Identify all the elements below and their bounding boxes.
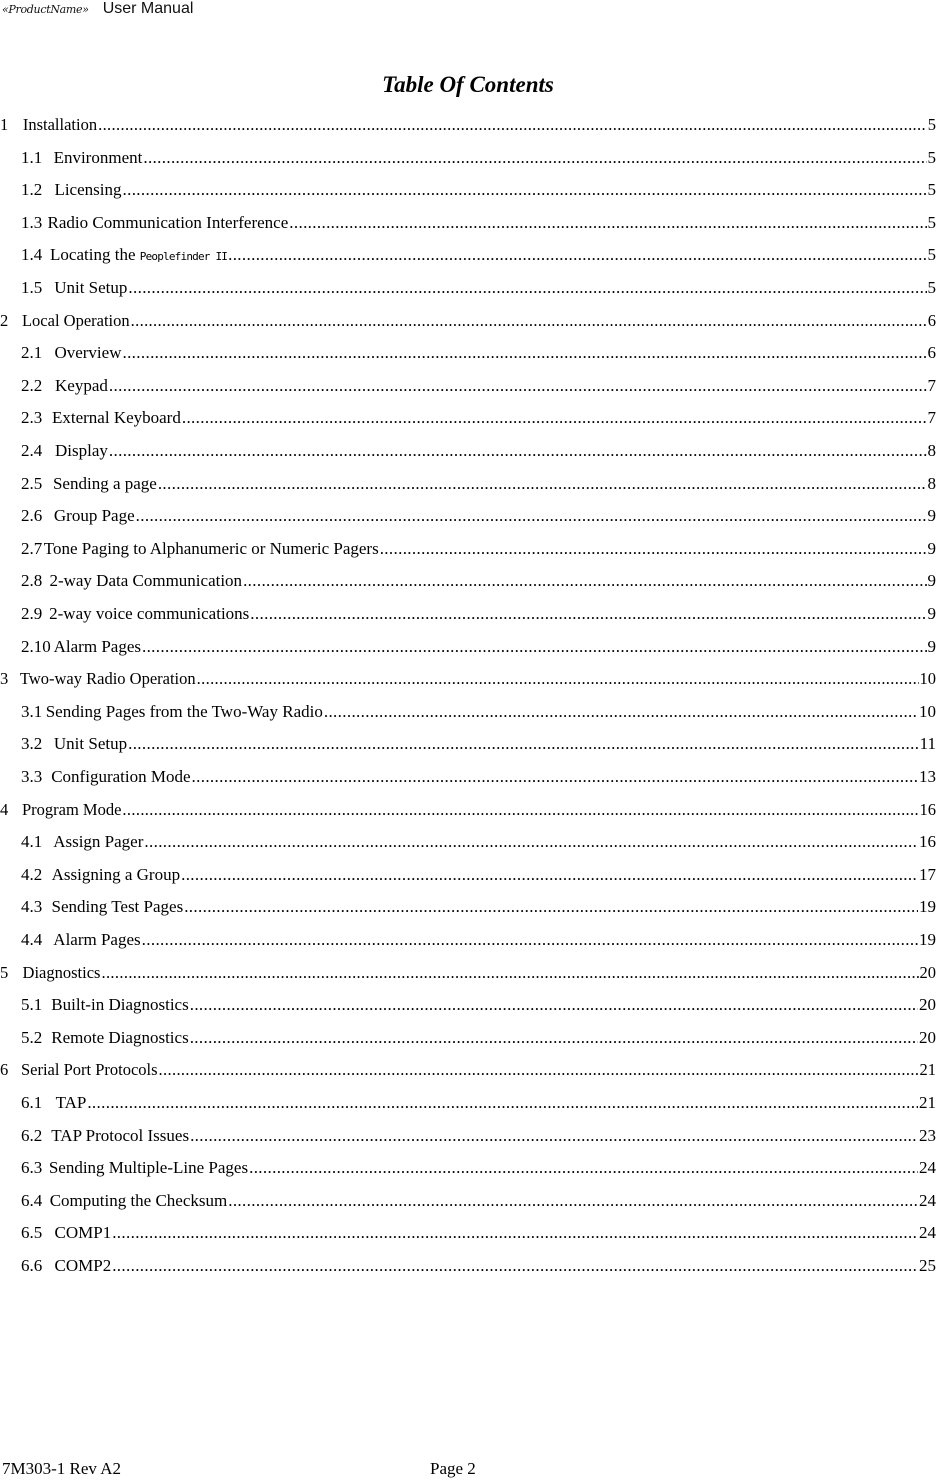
toc-leader-dots <box>181 862 918 888</box>
toc-leader-dots <box>122 797 918 823</box>
toc-entry-page: 11 <box>919 734 936 754</box>
product-name-field: «ProductName» <box>2 3 89 16</box>
toc-subsection-entry[interactable] <box>21 340 936 366</box>
toc-leader-dots <box>112 1220 918 1246</box>
toc-entry-number: 2.6 <box>21 506 43 526</box>
toc-leader-dots <box>87 1090 918 1116</box>
toc-entry-page: 16 <box>919 799 936 819</box>
toc-entry-number: 2.7 <box>21 538 43 558</box>
toc-entry-number: 2.1 <box>21 343 43 363</box>
toc-entry-number: 2.10 <box>21 636 51 656</box>
toc-entry-page: 6 <box>927 343 936 363</box>
document-id: 7M303-1 Rev A2 <box>2 1459 121 1478</box>
toc-entry-page: 6 <box>927 310 936 330</box>
toc-leader-dots <box>190 1025 918 1051</box>
toc-entry-number: 1.3 <box>21 212 43 232</box>
toc-entry-title: Assign Pager <box>53 832 144 852</box>
toc-entry-title: COMP1 <box>54 1223 112 1243</box>
toc-leader-dots <box>228 1188 918 1214</box>
toc-subsection-entry[interactable] <box>21 503 936 529</box>
toc-subsection-entry[interactable] <box>21 699 936 725</box>
toc-entry-page: 5 <box>927 180 936 200</box>
page-header <box>2 0 193 20</box>
toc-leader-dots <box>112 1253 918 1279</box>
toc-section-entry[interactable] <box>0 308 936 334</box>
toc-subsection-entry[interactable] <box>21 634 936 660</box>
toc-leader-dots <box>143 145 926 171</box>
toc-leader-dots <box>197 666 919 692</box>
toc-entry-page: 10 <box>919 669 936 689</box>
toc-entry-page: 5 <box>927 245 936 265</box>
toc-entry-number: 4.3 <box>21 897 43 917</box>
toc-entry-page: 21 <box>919 1093 936 1112</box>
toc-entry-page: 23 <box>919 1125 936 1145</box>
toc-entry-title: COMP2 <box>54 1256 112 1275</box>
toc-entry-number: 1.1 <box>21 147 43 167</box>
toc-entry-title: Sending Multiple-Line Pages <box>48 1158 249 1178</box>
toc-leader-dots <box>243 568 926 594</box>
toc-entry-page: 7 <box>927 375 936 395</box>
toc-entry-number: 3 <box>0 669 9 689</box>
toc-leader-dots <box>109 373 927 399</box>
toc-entry-number: 6.5 <box>21 1223 43 1243</box>
toc-leader-dots <box>249 1155 918 1181</box>
toc-entry-number: 4 <box>0 799 9 819</box>
toc-subsection-entry[interactable] <box>21 210 936 236</box>
toc-leader-dots <box>250 601 926 627</box>
toc-entry-title: Radio Communication Interference <box>47 212 289 232</box>
toc-entry-number: 6.3 <box>21 1158 43 1178</box>
toc-leader-dots <box>228 242 926 268</box>
toc-entry-page: 20 <box>919 1027 936 1047</box>
manual-title: User Manual <box>102 0 194 17</box>
toc-entry-number: 2.8 <box>21 571 43 591</box>
toc-entry-number: 2.3 <box>21 408 43 428</box>
toc-leader-dots <box>144 829 918 855</box>
toc-leader-dots <box>136 503 927 529</box>
toc-entry-title: Tone Paging to Alphanumeric or Numeric Pagers <box>43 538 379 558</box>
toc-entry-page: 5 <box>927 147 936 167</box>
toc-entry-title: Two-way Radio Operation <box>19 669 196 689</box>
toc-entry-title: Diagnostics <box>22 962 101 982</box>
toc-entry-title: Configuration Mode <box>51 767 191 786</box>
toc-entry-number: 6.4 <box>21 1190 43 1210</box>
toc-leader-dots <box>122 340 926 366</box>
toc-entry-number: 1.4 <box>21 245 43 265</box>
toc-entry-title: Program Mode <box>21 799 122 819</box>
toc-entry-title: Environment <box>53 147 143 167</box>
toc-entry-page: 5 <box>927 212 936 232</box>
toc-section-entry[interactable] <box>0 666 936 692</box>
toc-entry-title: Licensing <box>54 180 122 200</box>
toc-subsection-entry[interactable] <box>21 862 936 888</box>
toc-entry-number: 1.5 <box>21 278 43 297</box>
toc-subsection-entry[interactable] <box>21 992 936 1018</box>
toc-entry-page: 5 <box>927 278 936 297</box>
toc-leader-dots <box>142 927 918 953</box>
toc-subsection-entry[interactable] <box>21 1123 936 1149</box>
toc-entry-number: 3.1 <box>21 701 43 721</box>
toc-entry-product-name: Peoplefinder II <box>139 250 228 264</box>
toc-entry-number: 4.1 <box>21 832 43 852</box>
toc-subsection-entry[interactable] <box>21 829 936 855</box>
toc-leader-dots <box>142 634 927 660</box>
toc-entry-page: 20 <box>919 995 936 1015</box>
toc-subsection-entry[interactable] <box>21 764 936 790</box>
toc-subsection-entry[interactable] <box>21 1253 936 1279</box>
toc-entry-page: 17 <box>919 864 936 884</box>
toc-entry-number: 3.3 <box>21 767 43 786</box>
toc-subsection-entry[interactable] <box>21 242 936 268</box>
toc-section-entry[interactable] <box>0 1057 936 1083</box>
toc-entry-title: Sending Pages from the Two-Way Radio <box>45 701 323 721</box>
toc-entry-number: 2.5 <box>21 473 43 493</box>
toc-entry-number: 6.1 <box>21 1093 43 1112</box>
toc-section-entry[interactable] <box>0 797 936 823</box>
toc-leader-dots <box>98 112 927 138</box>
toc-leader-dots <box>184 894 918 920</box>
toc-entry-title: Alarm Pages <box>53 930 141 949</box>
toc-leader-dots <box>190 992 918 1018</box>
toc-subsection-entry[interactable] <box>21 177 936 203</box>
toc-entry-page: 9 <box>927 506 936 526</box>
toc-subsection-entry[interactable] <box>21 405 936 431</box>
toc-entry-page: 9 <box>927 636 936 656</box>
toc-entry-title: Display <box>55 441 108 460</box>
toc-entry-title: 2-way voice communications <box>49 604 250 623</box>
toc-subsection-entry[interactable] <box>21 471 936 497</box>
toc-entry-page: 19 <box>919 897 936 917</box>
toc-subsection-entry[interactable] <box>21 1188 936 1214</box>
toc-entry-page: 10 <box>919 701 936 721</box>
toc-leader-dots <box>101 960 918 986</box>
toc-leader-dots <box>128 275 926 301</box>
toc-entry-number: 6.6 <box>21 1256 43 1275</box>
toc-entry-number: 3.2 <box>21 734 43 754</box>
toc-entry-title: Overview <box>54 343 122 363</box>
toc-subsection-entry[interactable] <box>21 536 936 562</box>
toc-entry-title: Unit Setup <box>54 278 128 297</box>
toc-entry-page: 8 <box>927 473 936 493</box>
toc-entry-page: 16 <box>919 832 936 852</box>
toc-entry-title: Assigning a Group <box>51 864 181 884</box>
toc-entry-number: 5 <box>0 962 9 982</box>
toc-entry-number: 4.2 <box>21 864 43 884</box>
toc-leader-dots <box>380 536 927 562</box>
toc-leader-dots <box>109 438 927 464</box>
toc-subsection-entry[interactable] <box>21 438 936 464</box>
page-number: Page 2 <box>430 1459 476 1478</box>
toc-entry-title: Unit Setup <box>53 734 128 754</box>
toc-leader-dots <box>190 1123 918 1149</box>
toc-entry-number: 2.4 <box>21 441 43 460</box>
toc-leader-dots <box>128 731 919 757</box>
toc-entry-page: 9 <box>927 571 936 591</box>
toc-leader-dots <box>158 471 927 497</box>
toc-entry-title: TAP <box>55 1093 87 1112</box>
toc-entry-number: 5.1 <box>21 995 43 1015</box>
toc-entry-page: 9 <box>927 538 936 558</box>
toc-leader-dots <box>131 308 927 334</box>
toc-title: Table Of Contents <box>382 72 554 97</box>
toc-subsection-entry[interactable] <box>21 1220 936 1246</box>
toc-subsection-entry[interactable] <box>21 1090 936 1116</box>
toc-entry-page: 13 <box>919 767 936 786</box>
toc-subsection-entry[interactable] <box>21 1025 936 1051</box>
toc-entry-page: 21 <box>919 1060 936 1080</box>
toc-entry-page: 5 <box>927 115 936 134</box>
toc-entry-title: Alarm Pages <box>53 636 141 656</box>
toc-entry-title: Installation <box>22 115 98 134</box>
toc-entry-title: Group Page <box>53 506 135 526</box>
toc-section-entry[interactable] <box>0 112 936 138</box>
toc-entry-title: TAP Protocol Issues <box>51 1125 190 1145</box>
toc-entry-title: Locating the <box>50 245 136 265</box>
toc-entry-title: Sending Test Pages <box>51 897 184 917</box>
toc-entry-page: 24 <box>919 1223 936 1243</box>
toc-entry-number: 2.9 <box>21 604 43 623</box>
toc-subsection-entry[interactable] <box>21 373 936 399</box>
toc-section-entry[interactable] <box>0 960 936 986</box>
toc-entry-number: 1.2 <box>21 180 43 200</box>
toc-subsection-entry[interactable] <box>21 145 936 171</box>
toc-entry-number: 1 <box>0 115 9 134</box>
toc-entry-page: 25 <box>919 1256 936 1275</box>
toc-subsection-entry[interactable] <box>21 601 936 627</box>
toc-entry-title: 2-way Data Communication <box>49 571 243 591</box>
toc-subsection-entry[interactable] <box>21 927 936 953</box>
toc-subsection-entry[interactable] <box>21 275 936 301</box>
toc-entry-title: Remote Diagnostics <box>51 1027 189 1047</box>
toc-entry-title: Sending a page <box>52 473 157 493</box>
toc-entry-title: Computing the Checksum <box>49 1190 228 1210</box>
toc-entry-number: 2 <box>0 310 9 330</box>
toc-subsection-entry[interactable] <box>21 568 936 594</box>
toc-entry-page: 8 <box>927 441 936 460</box>
toc-subsection-entry[interactable] <box>21 731 936 757</box>
toc-entry-page: 9 <box>927 604 936 623</box>
toc-leader-dots <box>182 405 927 431</box>
toc-leader-dots <box>123 177 927 203</box>
toc-leader-dots <box>324 699 918 725</box>
toc-entry-number: 5.2 <box>21 1027 43 1047</box>
toc-entry-title: Keypad <box>55 375 108 395</box>
toc-leader-dots <box>192 764 918 790</box>
toc-entry-number: 2.2 <box>21 375 43 395</box>
toc-leader-dots <box>159 1057 919 1083</box>
toc-entry-page: 24 <box>919 1158 936 1178</box>
toc-leader-dots <box>289 210 926 236</box>
toc-entry-title: Local Operation <box>21 310 130 330</box>
toc-entry-title: Built-in Diagnostics <box>51 995 189 1015</box>
toc-entry-page: 24 <box>919 1190 936 1210</box>
toc-entry-page: 19 <box>919 930 936 949</box>
toc-entry-page: 20 <box>919 962 936 982</box>
toc-entry-page: 7 <box>927 408 936 428</box>
toc-subsection-entry[interactable] <box>21 1155 936 1181</box>
toc-subsection-entry[interactable] <box>21 894 936 920</box>
toc-entry-title: Serial Port Protocols <box>20 1060 158 1080</box>
toc-entry-title: External Keyboard <box>51 408 181 428</box>
toc-entry-number: 6.2 <box>21 1125 43 1145</box>
toc-entry-number: 6 <box>0 1060 9 1080</box>
toc-entry-number: 4.4 <box>21 930 43 949</box>
